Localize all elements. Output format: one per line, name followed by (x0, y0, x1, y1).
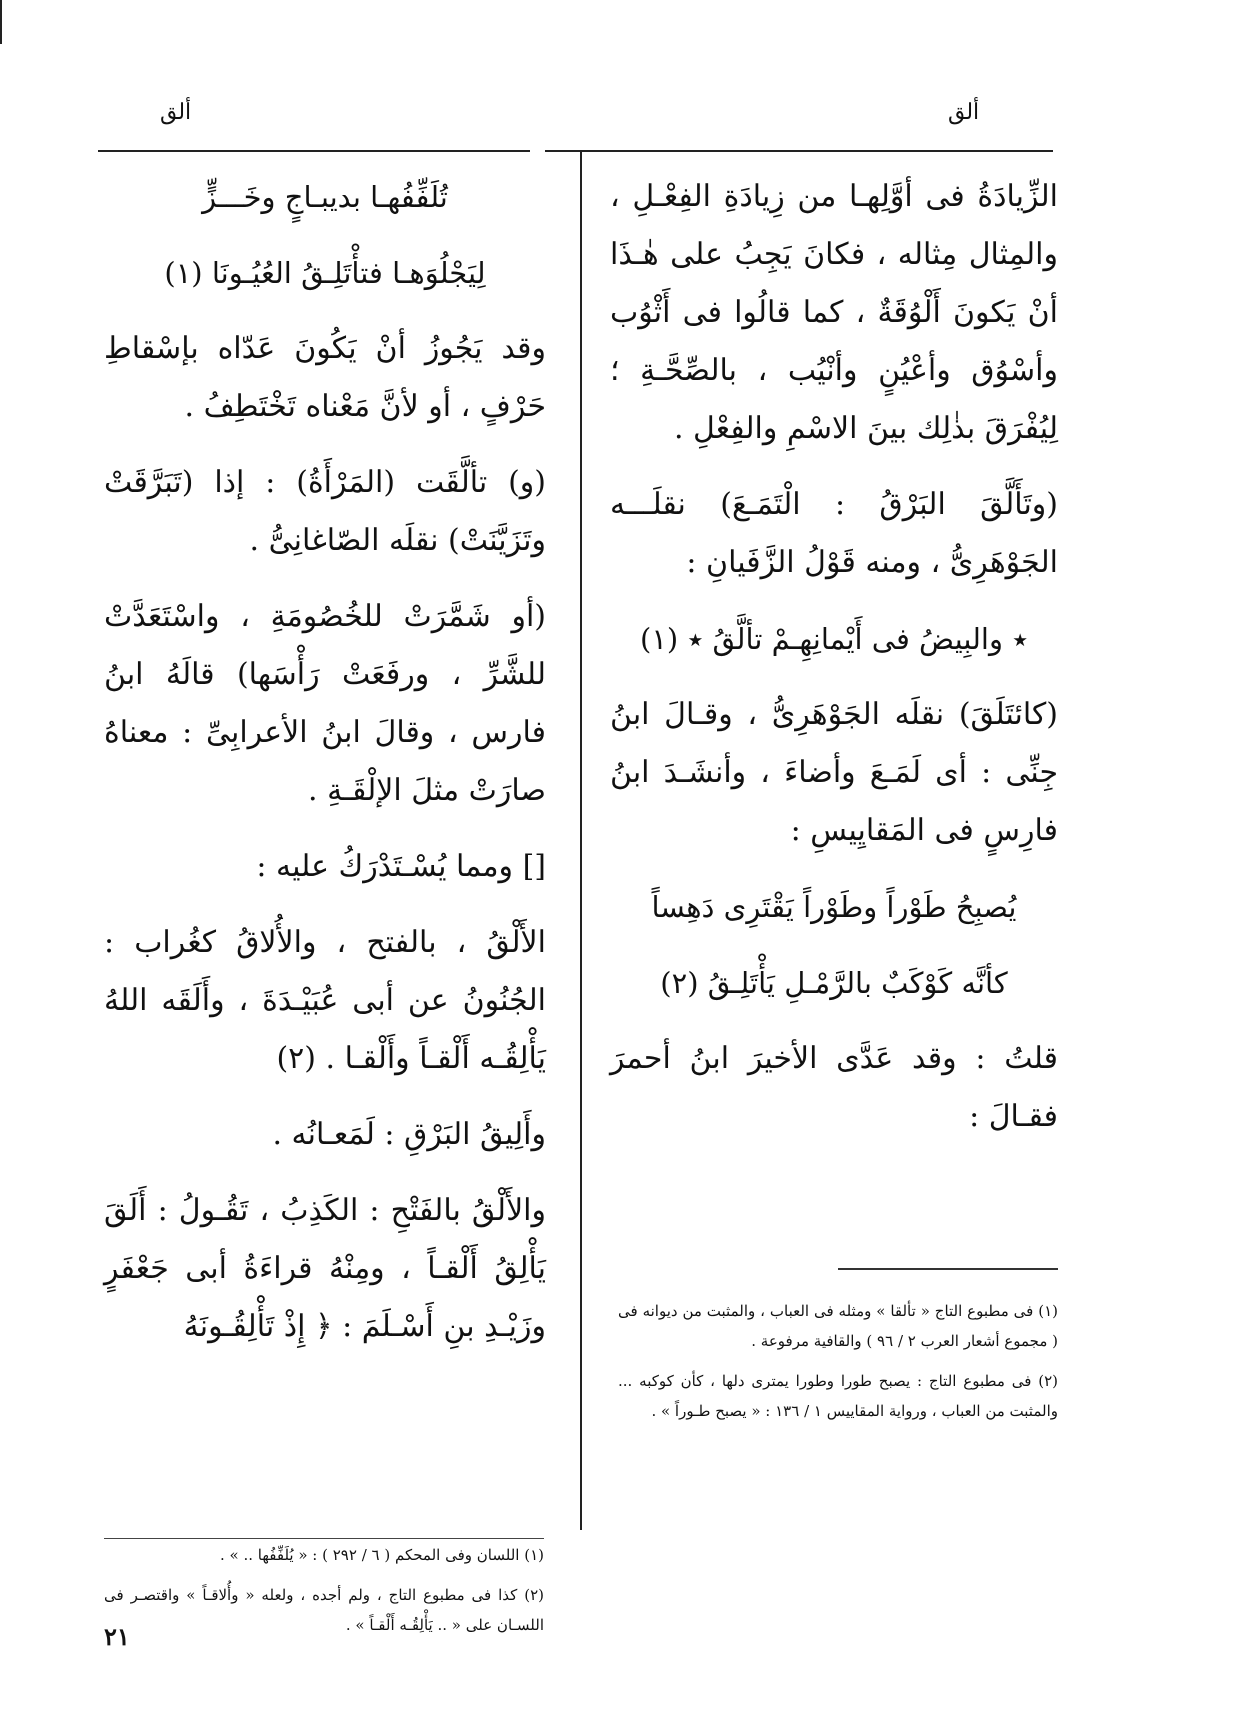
paragraph: قلتُ : وقد عَدَّى الأخيرَ ابنُ أحمرَ فقـالَ : (610, 1041, 1058, 1134)
footnote: (١) فى مطبوع التاج « تألقا » ومثله فى العباب ، والمثبت من ديوانه فى ( مجموع أشعار العرب ٢ / ٩٦ ) والقافية مرفوعة . (618, 1302, 1058, 1350)
paragraph: (كائتَلَقَ) نقلَه الجَوْهَرِىُّ ، وقـالَ ابنُ جِنِّى : أى لَمَـعَ وأضاءَ ، وأنشَـدَ ابنُ فارِسٍ فى المَقايِيسِ : (610, 697, 1058, 848)
verse-line: ٭ والبِيضُ فى أَيْمانِهِـمْ تألَّقُ ٭ (١) (640, 622, 1028, 656)
paragraph: الأَلْقُ ، بالفتح ، والأُلاقُ كغُراب : الجُنُونُ عن أبى عُبَيْـدَةَ ، وأَلَقَه اللهُ يَأْلِقُـه أَلْقـاً وأَلْقـا . (٢) (104, 925, 546, 1076)
verse-line: يُصبِحُ طَوْراً وطَوْراً يَقْتَرِى دَهِساً (651, 890, 1017, 924)
paragraph: (وتَأَلَّقَ البَرْقُ : الْتَمَـعَ) نقلَـــه الجَوْهَرِىُّ ، ومنه قَوْلُ الزَّفَيانِ : (610, 487, 1058, 580)
verse-line: تُلَفِّفُهـا بديبـاجٍ وخَـــزٍّ (202, 180, 448, 214)
paragraph: (أو شَمَّرَتْ للخُصُومَةِ ، واسْتَعَدَّتْ للشَّرِّ ، ورفَعَتْ رَأْسَها) قالَهُ ابنُ فارس ، وقالَ ابنُ الأعرابِىِّ : معناهُ صارَتْ مثلَ الإلْقَـةِ . (104, 599, 546, 808)
header-word-right: ألق (948, 100, 980, 125)
paragraph: وقد يَجُوزُ أنْ يَكُونَ عَدّاه بإسْقاطِ حَرْفٍ ، أو لأنَّ مَعْناه تَخْتَطِفُ . (104, 331, 546, 424)
column-divider (580, 150, 582, 1530)
footnote: (١) اللسان وفى المحكم ( ٦ / ٢٩٢ ) : « يُلَفِّفُها .. » . (220, 1546, 544, 1564)
footnotes-right (618, 1296, 1058, 1436)
footnote: (٢) فى مطبوع التاج : يصبح طورا وطورا يمترى دلها ، كأن كوكبه ... والمثبت من العباب ، ورواية المقاييس ١ / ١٣٦ : « يصبح طـوراً » . (618, 1372, 1058, 1420)
paragraph: وأَلِيقُ البَرْقِ : لَمَعـانُه . (272, 1117, 546, 1152)
right-column (610, 168, 1058, 1164)
paragraph: الزِّيادَةُ فى أوَّلِهـا من زِيادَةِ الفِعْـلِ ، والمِثال مِثاله ، فكانَ يَجِبُ على هٰـذَا أنْ يَكونَ أَلْوُقَةٌ ، كما قالُوا فى أَثْوُب وأسْوُق وأعْيُنٍ وأنْيُب ، بالصِّحَّـةِ ؛ لِيُفْرَقَ بذٰلِك بينَ الاسْمِ والفِعْلِ . (610, 179, 1058, 446)
paragraph: والأَلْقُ بالفَتْحِ : الكَذِبُ ، تَقُـولُ : أَلَقَ يَأْلِقُ أَلْقـاً ، ومِنْهُ قراءَةُ أبى جَعْفَرٍ وزَيْـدِ بنِ أَسْـلَمَ : ﴿ إِذْ تَأْلِقُـونَهُ (104, 1193, 546, 1344)
footnotes-left (104, 1540, 544, 1650)
verse-line: لِيَجْلُوَهـا فتأْتَلِـقُ العُيُـونَا (١) (164, 256, 486, 290)
paragraph: (و) تألَّقَت (المَرْأَةُ) : إذا (تَبَرَّقَتْ وتَزَيَّنَتْ) نقلَه الصّاغانِىُّ . (104, 465, 546, 558)
paragraph: [] ومما يُسْـتَدْرَكُ عليه : (256, 849, 546, 884)
footnote-separator-right (838, 1268, 1058, 1270)
left-column (104, 168, 546, 1374)
header-rule-left (98, 150, 530, 152)
footnote: (٢) كذا فى مطبوع التاج ، ولم أجده ، ولعله « وأُلاقـاً » واقتصـر فى اللسـان على « .. يَأْلِقُـه أَلْقـاً » . (104, 1586, 544, 1634)
header-word-left: ألق (160, 100, 192, 125)
header-rule-right (545, 150, 1053, 152)
page-number: ٢١ (104, 1622, 130, 1651)
scan-edge-mark (0, 0, 2, 44)
footnote-separator-left (104, 1538, 544, 1539)
verse-line: كأنَّه كَوْكَبٌ بالرَّمْـلِ يَأْتَلِـقُ (٢) (660, 966, 1008, 1000)
